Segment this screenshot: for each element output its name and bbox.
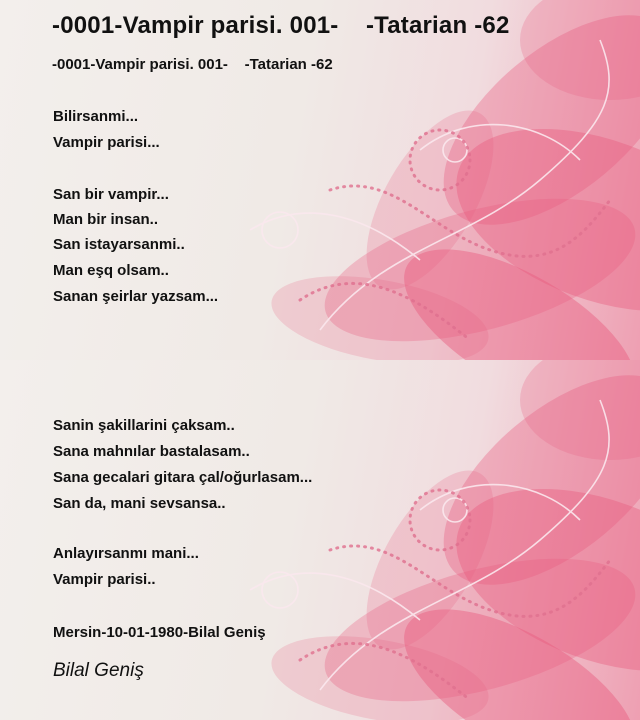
poem-line: Vampir parisi.. (53, 571, 156, 588)
poem-line: San da, mani sevsansa.. (53, 495, 226, 512)
poem-line: Man bir insan.. (53, 211, 159, 228)
poem-subtitle: -0001-Vampir parisi. 001- -Tatarian -62 (52, 56, 333, 73)
poem-line: Sanin şakillarini çaksam.. (53, 417, 235, 434)
poem-line: Sanan şeirlar yazsam... (53, 288, 219, 305)
poem-line: San istayarsanmi.. (53, 236, 185, 253)
poem-line: Man eşq olsam.. (53, 262, 169, 279)
poem-line: Anlayırsanmı mani... (53, 545, 199, 562)
poem-title: -0001-Vampir parisi. 001- -Tatarian -62 (52, 12, 510, 39)
poem-line: Sana gecalari gitara çal/oğurlasam... (53, 469, 313, 486)
poem-line: Sana mahnılar bastalasam.. (53, 443, 250, 460)
poem-dateline: Mersin-10-01-1980-Bilal Geniş (53, 624, 266, 641)
author-signature: Bilal Geniş (53, 660, 144, 681)
poem-line: San bir vampir... (53, 186, 169, 203)
poem-line: Vampir parisi... (53, 134, 160, 151)
poem-line: Bilirsanmi... (53, 108, 139, 125)
